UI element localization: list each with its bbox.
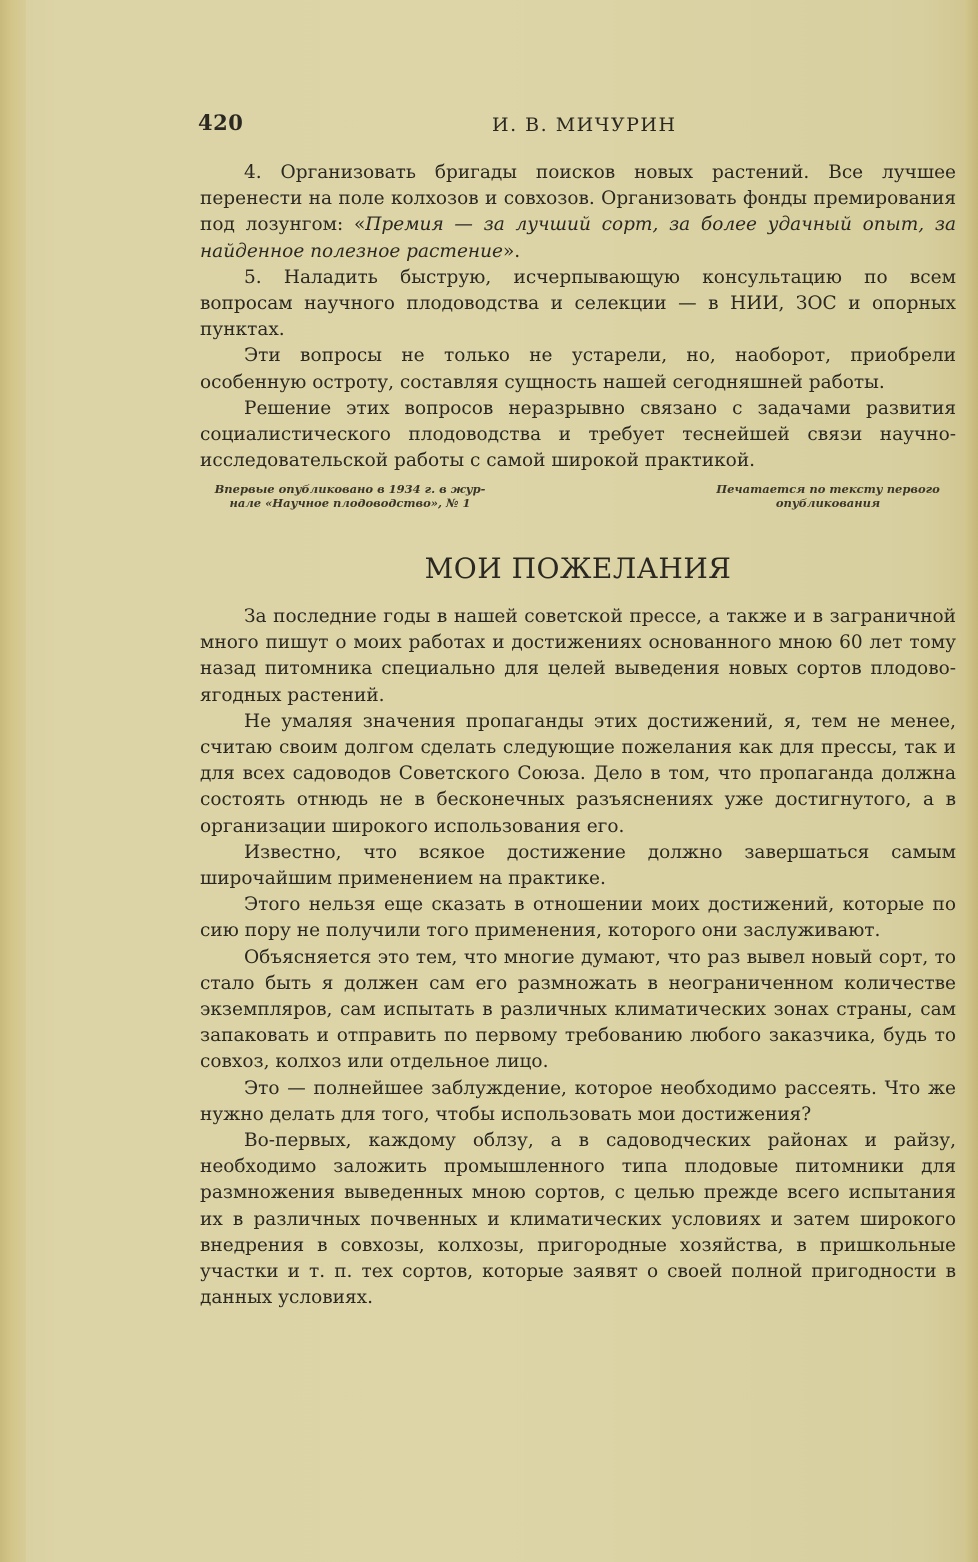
paragraph: Известно, что всякое достижение должно завершаться самым широчайшим применением на практике.	[200, 841, 956, 890]
paragraph: Это — полнейшее заблуждение, которое необходимо рассеять. Что же нужно делать для того, чтобы использовать мои достижения?	[200, 1077, 956, 1125]
paragraph: Не умаляя значения пропаганды этих достижений, я, тем не менее, считаю своим долгом сделать следующие пожелания как для прессы, так и для всех садоводов Советского Союза. Дело в том, что пропаганда должна состоять отнюдь не в бесконечных разъяснениях уже достигнутого, а в организации широкого использования его.	[200, 710, 956, 837]
paragraph: Решение этих вопросов неразрывно связано с задачами развития социалистического плодоводства и требует теснейшей связи научно-исследовательской работы с самой широкой практикой.	[200, 397, 956, 472]
slogan: Премия — за лучший сорт, за более удачный опыт, за найденное полезное растение	[200, 214, 956, 262]
paragraph: Во-первых, каждому облзу, а в садоводческих районах и райзу, необходимо заложить промышленного типа плодовые питомники для размножения выведенных мною сортов, с целью прежде всего испытания их в различных почвенных и климатических условиях и затем широкого внедрения в совхозы, колхозы, пригородные хозяйства, в пришкольные участки и т. п. тех сортов, которые заявят о своей полной пригодности в данных условиях.	[200, 1130, 956, 1309]
running-head: И. В. МИЧУРИН	[492, 114, 677, 136]
page-number: 420	[198, 110, 244, 135]
paragraph-item-4: 4. Организовать бригады поисков новых растений. Все лучшее перенести на поле колхозов и совхозов. Организовать фонды премирования под лозунгом: «Премия — за лучший сорт, за более удачный опыт, за найденное полезное растение».	[200, 162, 956, 262]
article-title: МОИ ПОЖЕЛАНИЯ	[424, 552, 732, 585]
paragraph-item-5: 5. Наладить быструю, исчерпывающую консультацию по всем вопросам научного плодоводства и селекции — в НИИ, ЗОС и опорных пунктах.	[200, 266, 956, 341]
previous-article-end	[200, 160, 956, 474]
paragraph: Этого нельзя еще сказать в отношении моих достижений, которые по сию пору не получили того применения, которого они заслуживают.	[200, 894, 956, 942]
paragraph: Эти вопросы не только не устарели, но, наоборот, приобрели особенную остроту, составляя сущность нашей сегодняшней работы.	[200, 345, 956, 393]
paragraph: Объясняется это тем, что многие думают, что раз вывел новый сорт, то стало быть я должен сам его размножать в неограниченном количестве экземпляров, сам испытать в различных климатических зонах страны, сам запаковать и отправить по первому требованию любого заказчика, будь то совхоз, колхоз или отдельное лицо.	[200, 946, 956, 1073]
publication-note: Впервые опубликовано в 1934 г. в жур- нале «Научное плодоводство», № 1	[214, 482, 486, 510]
article-body	[200, 604, 956, 1311]
page-edge-left	[0, 0, 26, 1562]
paragraph: За последние годы в нашей советской прессе, а также и в заграничной много пишут о моих работах и достижениях основанного мною 60 лет тому назад питомника специально для целей выведения новых сортов плодово-ягодных растений.	[200, 606, 956, 706]
source-note: Печатается по тексту первого опубликования	[716, 482, 940, 510]
page-edge-right	[964, 0, 978, 1562]
